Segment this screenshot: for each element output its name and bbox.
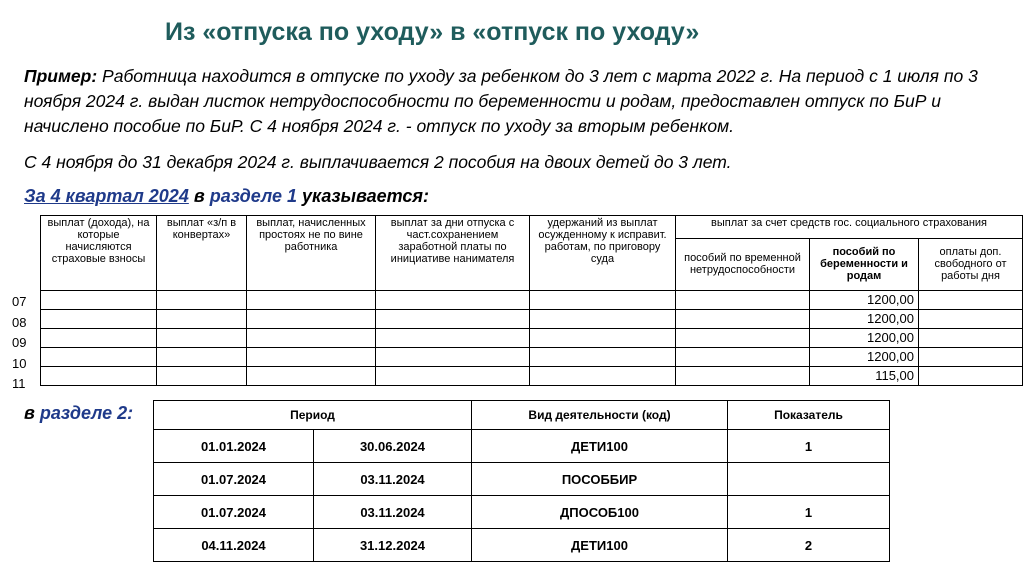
period-to: 30.06.2024 [314, 430, 472, 463]
table-row [41, 367, 1023, 386]
period-from: 04.11.2024 [154, 529, 314, 562]
period-to: 03.11.2024 [314, 496, 472, 529]
header-partial-leave: выплат за дни отпуска с част.сохранением заработной платы по инициативе нанимателя [376, 216, 530, 291]
maternity-value: 1200,00 [810, 291, 919, 310]
header-extra-day: оплаты доп. свободного от работы дня [919, 238, 1023, 290]
header-maternity: пособий по беременности и родам [810, 238, 919, 290]
table-row [41, 291, 1023, 310]
maternity-value: 1200,00 [810, 348, 919, 367]
row-label: 07 [12, 294, 27, 309]
header-deductions: удержаний из выплат осужденному к исправит. работам, по приговору суда [530, 216, 676, 291]
section2-razdel: разделе 2: [39, 403, 134, 423]
header-envelope: выплат «з/п в конвертах» [157, 216, 247, 291]
table-row [154, 430, 890, 463]
activity-code: ПОСОББИР [472, 463, 728, 496]
row-label: 08 [12, 314, 27, 330]
maternity-value: 1200,00 [810, 329, 919, 348]
table-row [154, 496, 890, 529]
table-row [41, 329, 1023, 348]
period-to: 31.12.2024 [314, 529, 472, 562]
section1-mid: в [188, 186, 210, 206]
indicator-value: 2 [728, 529, 890, 562]
indicator-value: 1 [728, 496, 890, 529]
section1-razdel: разделе 1 [209, 186, 298, 206]
header-downtime: выплат, начисленных простоях не по вине работника [247, 216, 376, 291]
header-temp-disability: пособий по временной нетрудоспособности [676, 238, 810, 290]
section1-heading [24, 186, 429, 207]
period-from: 01.01.2024 [154, 430, 314, 463]
header-indicator: Показатель [728, 401, 890, 430]
indicator-value [728, 463, 890, 496]
section2-heading [24, 403, 133, 424]
example-paragraph [24, 64, 1014, 139]
row-label: 09 [12, 335, 27, 350]
indicator-value: 1 [728, 430, 890, 463]
header-insurable: выплат (дохода), на которые начисляются страховые взносы [41, 216, 157, 291]
period-from: 01.07.2024 [154, 463, 314, 496]
example-label: Пример: [24, 66, 98, 86]
maternity-value: 115,00 [810, 367, 919, 386]
example-line2: С 4 ноября до 31 декабря 2024 г. выплачивается 2 пособия на двоих детей до 3 лет. [24, 152, 732, 172]
section1-table [40, 215, 1023, 386]
maternity-value: 1200,00 [810, 310, 919, 329]
header-activity-code: Вид деятельности (код) [472, 401, 728, 430]
header-social-insurance: выплат за счет средств гос. социального страхования [676, 216, 1023, 239]
table-row [154, 529, 890, 562]
activity-code: ДЕТИ100 [472, 529, 728, 562]
section2-prefix: в [24, 403, 40, 423]
activity-code: ДПОСОБ100 [472, 496, 728, 529]
period-to: 03.11.2024 [314, 463, 472, 496]
header-period: Период [154, 401, 472, 430]
section1-quarter: За 4 квартал 2024 [24, 186, 189, 206]
activity-code: ДЕТИ100 [472, 430, 728, 463]
slide-title: Из «отпуска по уходу» в «отпуск по уходу» [165, 18, 700, 46]
row-label: 11 [12, 376, 26, 391]
section2-table [153, 400, 890, 562]
table-row [41, 348, 1023, 367]
section1-tail: указывается: [297, 186, 429, 206]
table-row [41, 310, 1023, 329]
example-text: Работница находится в отпуске по уходу за ребенком до 3 лет с марта 2022 г. На период с 1 июля по 3 ноября 2024 г. выдан листок нетрудоспособности по беременности и родам, предоставлен отпуск по БиР и начислено пособие по БиР. С 4 ноября 2024 г. - отпуск по уходу за вторым ребенком. [24, 66, 978, 136]
row-labels [12, 292, 26, 395]
row-label: 10 [12, 355, 27, 371]
table-row [154, 463, 890, 496]
period-from: 01.07.2024 [154, 496, 314, 529]
